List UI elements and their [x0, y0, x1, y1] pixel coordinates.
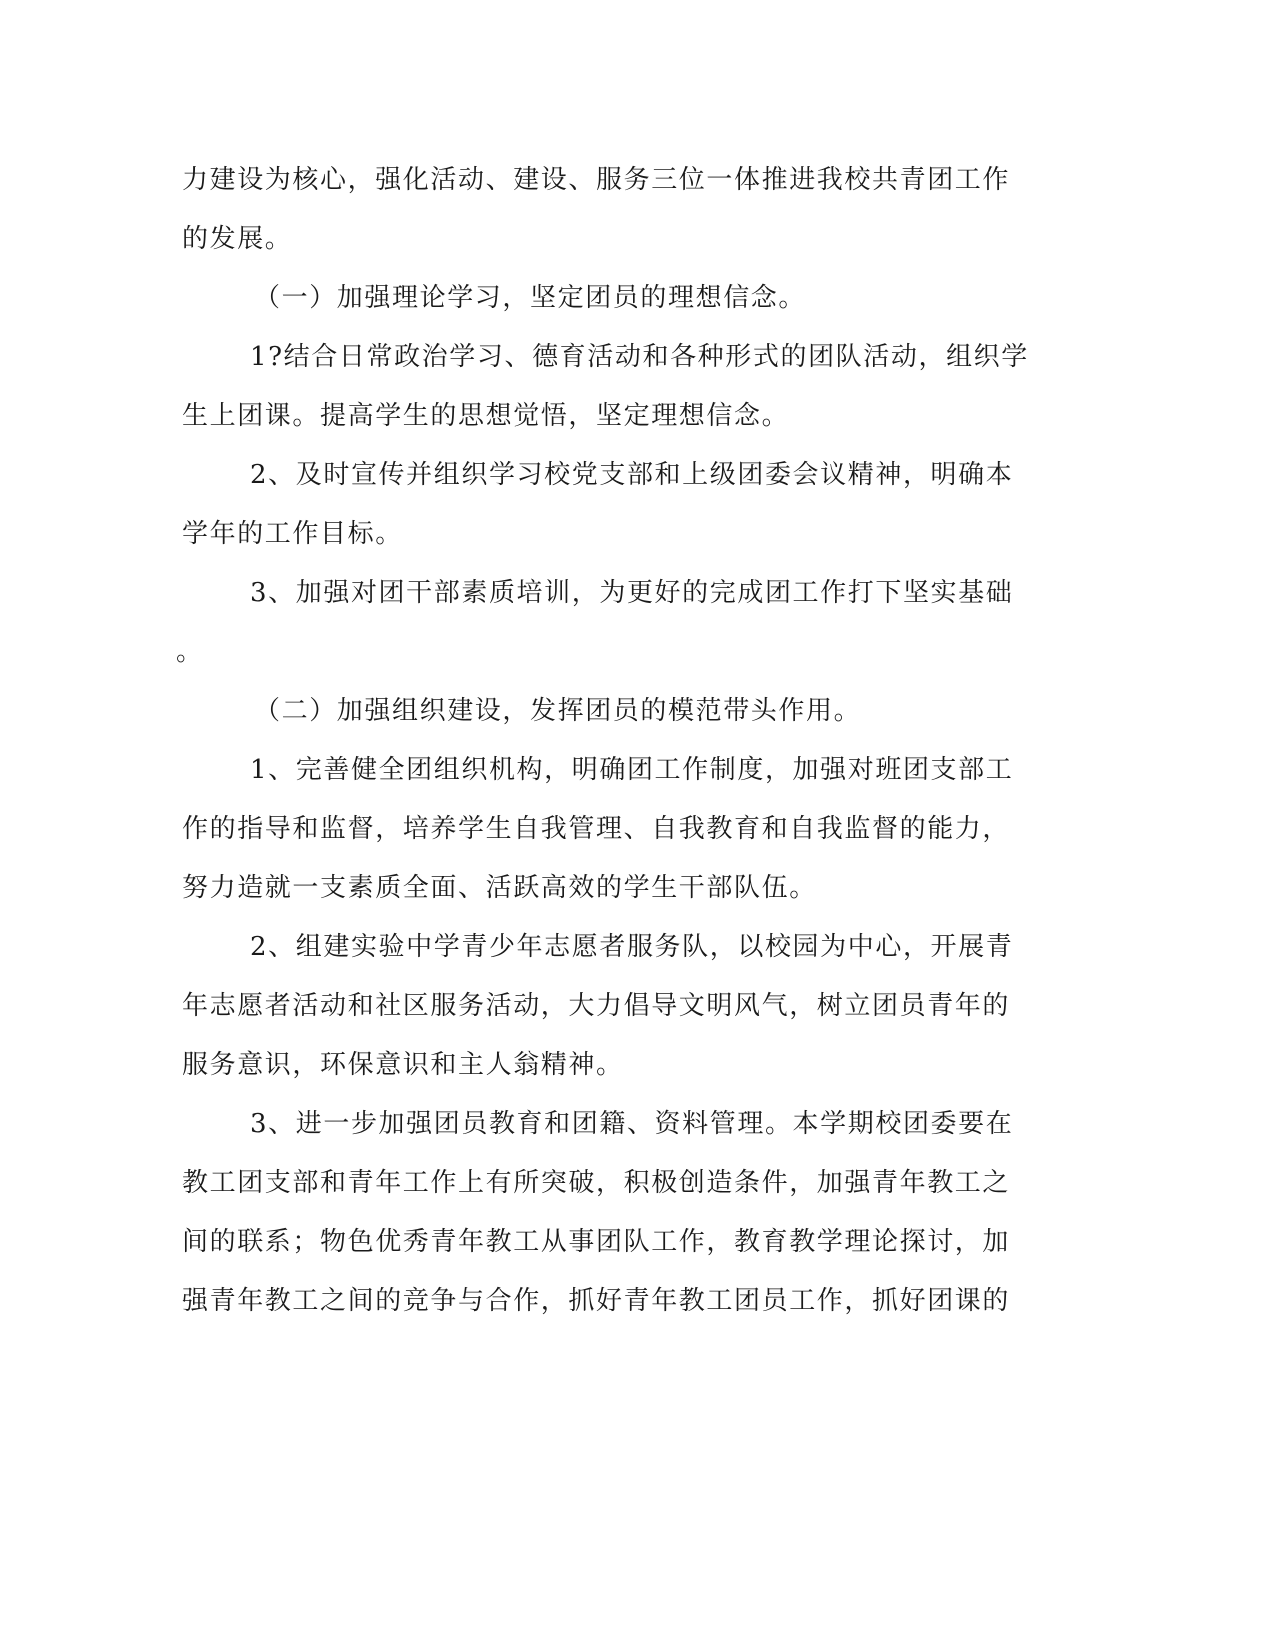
section-heading: [0, 278, 1275, 318]
text-line-content: 的发展。: [182, 224, 293, 254]
text-line-content: 1?结合日常政治学习、德育活动和各种形式的团队活动，组织学: [250, 342, 1029, 372]
text-line-content: 服务意识，环保意识和主人翁精神。: [182, 1050, 624, 1080]
text-line: [0, 809, 1275, 849]
text-line: [0, 868, 1275, 908]
text-line: [0, 455, 1275, 495]
text-line-content: 3、进一步加强团员教育和团籍、资料管理。本学期校团委要在: [250, 1109, 1014, 1139]
text-line-content: 。: [176, 637, 204, 667]
text-line-content: 学年的工作目标。: [182, 519, 403, 549]
text-line-content: 1、完善健全团组织机构，明确团工作制度，加强对班团支部工: [250, 755, 1014, 785]
text-line: [0, 1222, 1275, 1262]
text-line-content: 教工团支部和青年工作上有所突破，积极创造条件，加强青年教工之: [182, 1168, 1011, 1198]
text-line: [0, 750, 1275, 790]
text-line: [0, 986, 1275, 1026]
text-line-content: 强青年教工之间的竞争与合作，抓好青年教工团员工作，抓好团课的: [182, 1286, 1011, 1316]
section-heading: [0, 691, 1275, 731]
text-line: [0, 632, 1275, 672]
text-line: [0, 1163, 1275, 1203]
text-line: [0, 1281, 1275, 1321]
text-line: [0, 219, 1275, 259]
text-line-content: 2、及时宣传并组织学习校党支部和上级团委会议精神，明确本: [250, 460, 1014, 490]
text-line: [0, 160, 1275, 200]
text-line: [0, 514, 1275, 554]
text-line: [0, 1104, 1275, 1144]
text-line: [0, 1045, 1275, 1085]
text-line-content: 3、加强对团干部素质培训，为更好的完成团工作打下坚实基础: [250, 578, 1014, 608]
text-line-content: 年志愿者活动和社区服务活动，大力倡导文明风气，树立团员青年的: [182, 991, 1011, 1021]
text-line-content: 作的指导和监督，培养学生自我管理、自我教育和自我监督的能力，: [182, 814, 1011, 844]
text-line-content: （一）加强理论学习，坚定团员的理想信念。: [254, 283, 807, 313]
text-line-content: 努力造就一支素质全面、活跃高效的学生干部队伍。: [182, 873, 817, 903]
text-line-content: 间的联系；物色优秀青年教工从事团队工作，教育教学理论探讨，加: [182, 1227, 1011, 1257]
text-line: [0, 396, 1275, 436]
text-line: [0, 337, 1275, 377]
text-line-content: 力建设为核心，强化活动、建设、服务三位一体推进我校共青团工作: [182, 165, 1011, 195]
text-line: [0, 573, 1275, 613]
text-line-content: 2、组建实验中学青少年志愿者服务队，以校园为中心，开展青: [250, 932, 1014, 962]
text-line-content: （二）加强组织建设，发挥团员的模范带头作用。: [254, 696, 862, 726]
text-line-content: 生上团课。提高学生的思想觉悟，坚定理想信念。: [182, 401, 790, 431]
text-line: [0, 927, 1275, 967]
